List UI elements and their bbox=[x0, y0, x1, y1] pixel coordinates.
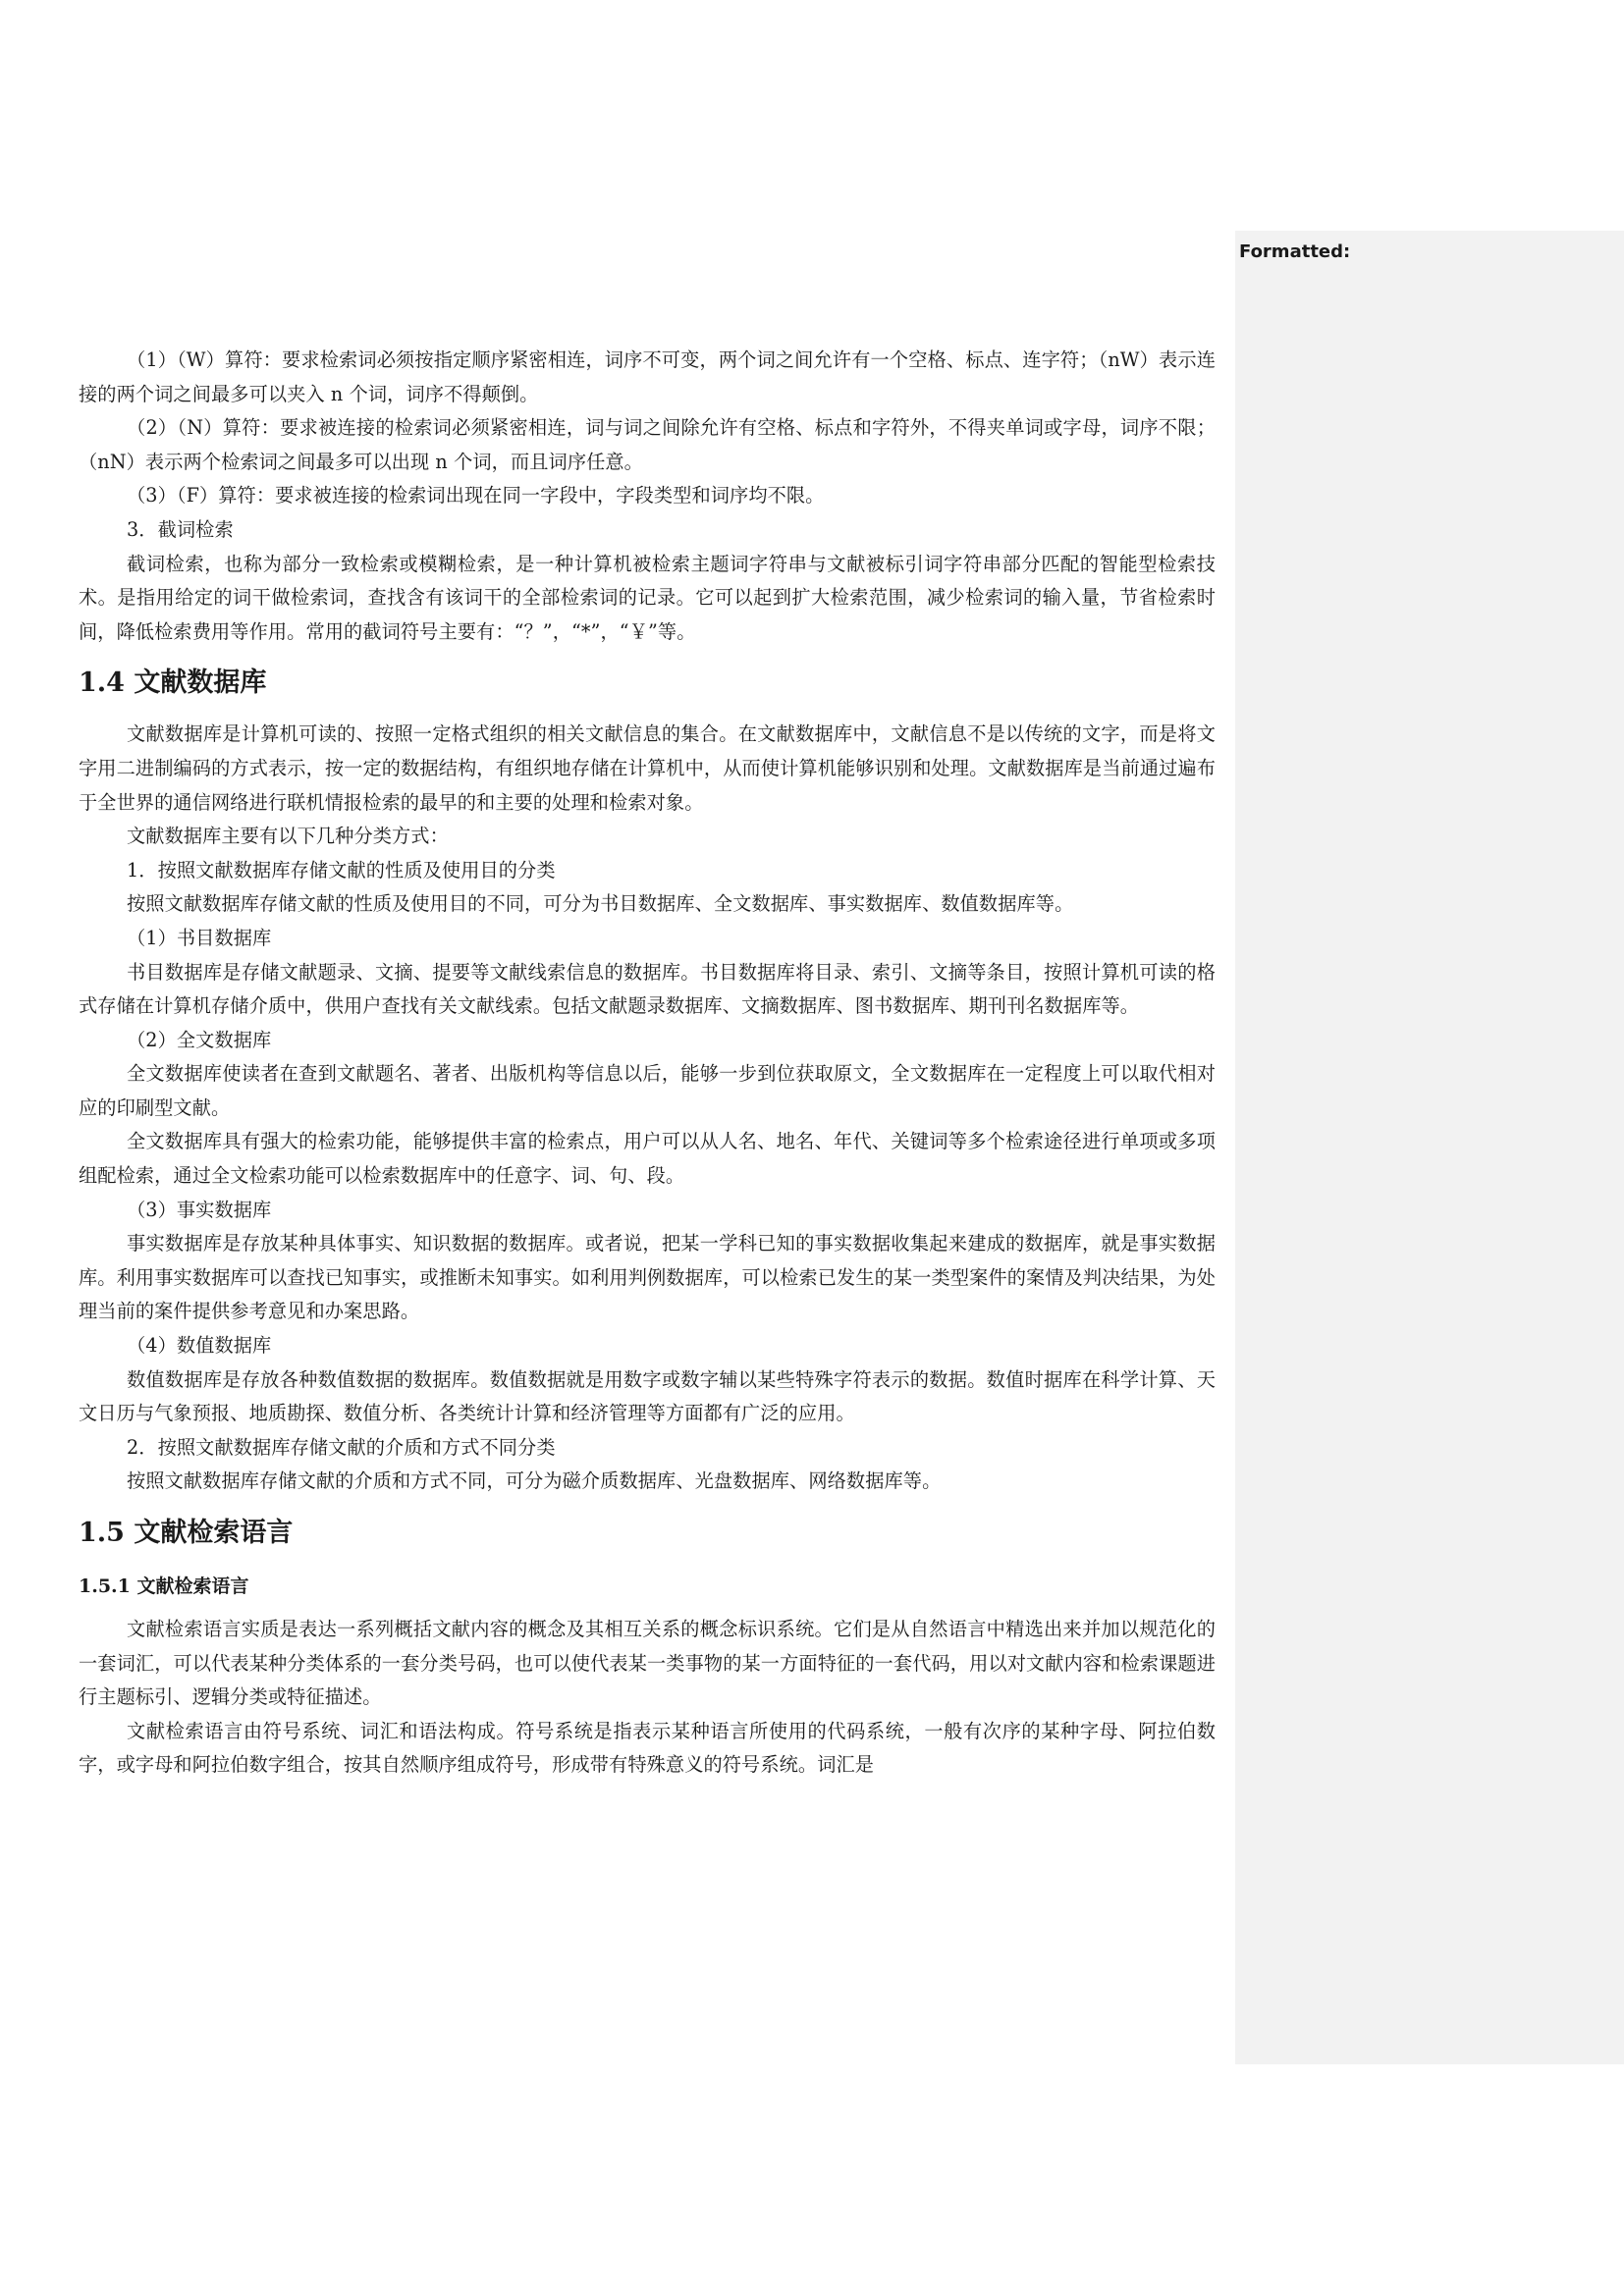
paragraph: （4）数值数据库 bbox=[127, 1334, 272, 1358]
paragraph: 截词检索，也称为部分一致检索或模糊检索，是一种计算机被检索主题词字符串与文献被标引词字符串部分匹配的智能型检索技术。是指用给定的词干做检索词，查找含有该词干的全部检索词的记录。它可以起到扩大检索范围，减少检索词的输入量，节省检索时间，降低检索费用等作用。常用的截词符号主要有：“？”，“*”，“￥”等。 bbox=[79, 552, 1216, 643]
paragraph: 文献数据库主要有以下几种分类方式： bbox=[127, 825, 449, 848]
section-heading: 1.5 文献检索语言 bbox=[79, 1518, 294, 1548]
paragraph: 全文数据库使读者在查到文献题名、著者、出版机构等信息以后，能够一步到位获取原文，全文数据库在一定程度上可以取代相对应的印刷型文献。 bbox=[79, 1062, 1216, 1119]
comment-title: Formatted: bbox=[1239, 241, 1351, 262]
paragraph: 按照文献数据库存储文献的性质及使用目的不同，可分为书目数据库、全文数据库、事实数据库、数值数据库等。 bbox=[127, 892, 1074, 916]
paragraph: （1）书目数据库 bbox=[127, 926, 272, 949]
paragraph: 2．按照文献数据库存储文献的介质和方式不同分类 bbox=[127, 1435, 556, 1459]
paragraph: 文献数据库是计算机可读的、按照一定格式组织的相关文献信息的集合。在文献数据库中，文献信息不是以传统的文字，而是将文字用二进制编码的方式表示，按一定的数据结构，有组织地存储在计算机中，从而使计算机能够识别和处理。文献数据库是当前通过遍布于全世界的通信网络进行联机情报检索的最早的和主要的处理和检索对象。 bbox=[79, 722, 1216, 814]
paragraph: 文献检索语言由符号系统、词汇和语法构成。符号系统是指表示某种语言所使用的代码系统，一般有次序的某种字母、阿拉伯数字，或字母和阿拉伯数字组合，按其自然顺序组成符号，形成带有特殊意义的符号系统。词汇是 bbox=[79, 1719, 1216, 1777]
paragraph: 文献检索语言实质是表达一系列概括文献内容的概念及其相互关系的概念标识系统。它们是从自然语言中精选出来并加以规范化的一套词汇，可以代表某种分类体系的一套分类号码，也可以使代表某一类事物的某一方面特征的一套代码，用以对文献内容和检索课题进行主题标引、逻辑分类或特征描述。 bbox=[79, 1618, 1216, 1709]
document-body bbox=[79, 344, 1216, 1783]
paragraph: （1）（W）算符：要求检索词必须按指定顺序紧密相连，词序不可变，两个词之间允许有一个空格、标点、连字符；（nW）表示连接的两个词之间最多可以夹入 n 个词，词序不得颠倒。 bbox=[79, 348, 1216, 405]
paragraph: 书目数据库是存储文献题录、文摘、提要等文献线索信息的数据库。书目数据库将目录、索引、文摘等条目，按照计算机可读的格式存储在计算机存储介质中，供用户查找有关文献线索。包括文献题录数据库、文摘数据库、图书数据库、期刊刊名数据库等。 bbox=[79, 960, 1216, 1018]
paragraph: （3）事实数据库 bbox=[127, 1198, 272, 1221]
paragraph: （3）（F）算符：要求被连接的检索词出现在同一字段中，字段类型和词序均不限。 bbox=[127, 484, 825, 507]
paragraph: 全文数据库具有强大的检索功能，能够提供丰富的检索点，用户可以从人名、地名、年代、关键词等多个检索途径进行单项或多项组配检索，通过全文检索功能可以检索数据库中的任意字、词、句、段。 bbox=[79, 1130, 1216, 1188]
section-heading: 1.4 文献数据库 bbox=[79, 667, 267, 699]
paragraph: 数值数据库是存放各种数值数据的数据库。数值数据就是用数字或数字辅以某些特殊字符表示的数据。数值时据库在科学计算、天文日历与气象预报、地质勘探、数值分析、各类统计计算和经济管理等方面都有广泛的应用。 bbox=[79, 1367, 1216, 1425]
paragraph: （2）全文数据库 bbox=[127, 1028, 272, 1051]
paragraph: 3．截词检索 bbox=[127, 517, 234, 541]
paragraph: 按照文献数据库存储文献的介质和方式不同，可分为磁介质数据库、光盘数据库、网络数据库等。 bbox=[127, 1469, 942, 1493]
subsection-heading: 1.5.1 文献检索语言 bbox=[79, 1575, 249, 1597]
paragraph: （2）（N）算符：要求被连接的检索词必须紧密相连，词与词之间除允许有空格、标点和字符外，不得夹单词或字母，词序不限；（nN）表示两个检索词之间最多可以出现 n 个词，而且词序任意。 bbox=[79, 416, 1216, 473]
paragraph: 事实数据库是存放某种具体事实、知识数据的数据库。或者说，把某一学科已知的事实数据收集起来建成的数据库，就是事实数据库。利用事实数据库可以查找已知事实，或推断未知事实。如利用判例数据库，可以检索已发生的某一类型案件的案情及判决结果，为处理当前的案件提供参考意见和办案思路。 bbox=[79, 1232, 1216, 1323]
comment-pane bbox=[1235, 231, 1624, 2064]
paragraph: 1．按照文献数据库存储文献的性质及使用目的分类 bbox=[127, 858, 556, 881]
